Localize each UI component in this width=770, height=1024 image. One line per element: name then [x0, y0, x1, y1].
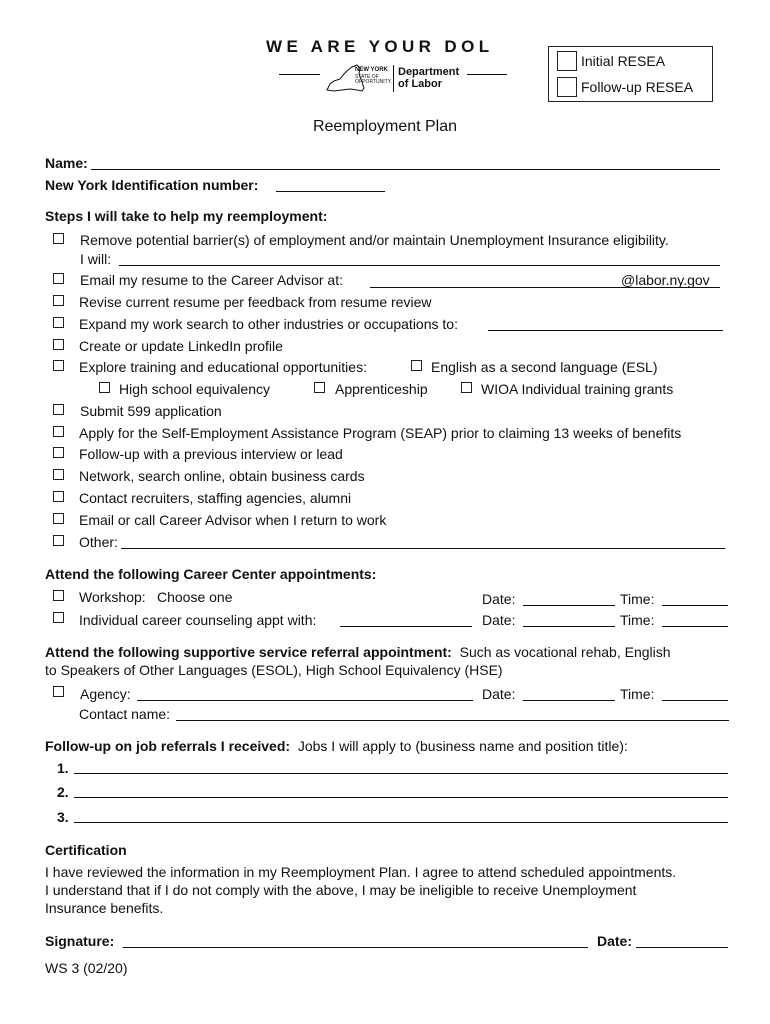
page-title: Reemployment Plan [312, 118, 458, 135]
steps-heading: Steps I will take to help my reemployment: [45, 208, 328, 224]
workshop-checkbox[interactable] [53, 590, 64, 601]
expand-search-label: Expand my work search to other industries or occupations to: [79, 316, 458, 332]
barriers-checkbox[interactable] [53, 233, 64, 244]
dol-slogan: WE ARE YOUR DOL [266, 37, 494, 56]
initial-resea-checkbox[interactable] [557, 51, 577, 71]
jobs-heading: Follow-up on job referrals I received: [45, 738, 291, 754]
contact-recruiters-label: Contact recruiters, staffing agencies, alumni [79, 490, 352, 506]
submit-599-label: Submit 599 application [80, 403, 222, 419]
expand-search-field[interactable] [488, 330, 723, 331]
workshop-time-field[interactable] [662, 605, 728, 606]
esl-label: English as a second language (ESL) [431, 359, 658, 375]
certification-text-line-2: I understand that if I do not comply with the above, I may be ineligible to receive Unemployment [45, 882, 637, 898]
signature-field[interactable] [123, 947, 588, 948]
explore-training-checkbox[interactable] [53, 360, 64, 371]
signature-date-label: Date: [597, 933, 633, 949]
seap-checkbox[interactable] [53, 426, 64, 437]
department-line-2: of Labor [398, 78, 442, 90]
seap-label: Apply for the Self-Employment Assistance Program (SEAP) prior to claiming 13 weeks of benefits [79, 425, 682, 441]
wioa-checkbox[interactable] [461, 382, 472, 393]
other-step-label: Other: [79, 534, 118, 550]
followup-interview-label: Follow-up with a previous interview or lead [79, 446, 343, 462]
return-to-work-checkbox[interactable] [53, 513, 64, 524]
followup-resea-checkbox[interactable] [557, 77, 577, 97]
jobs-heading-instructions: Jobs I will apply to (business name and position title): [297, 738, 628, 754]
logo-divider [393, 65, 394, 92]
workshop-select[interactable]: Choose one [157, 589, 233, 605]
apprenticeship-checkbox[interactable] [314, 382, 325, 393]
counseling-time-label: Time: [620, 612, 655, 628]
network-label: Network, search online, obtain business cards [79, 468, 365, 484]
job-referral-field-2[interactable] [74, 797, 728, 798]
certification-text-line-1: I have reviewed the information in my Reemployment Plan. I agree to attend scheduled appointments. [45, 864, 677, 880]
appointments-heading: Attend the following Career Center appointments: [45, 566, 377, 582]
referral-heading-line [45, 643, 671, 661]
agency-time-field[interactable] [662, 700, 728, 701]
expand-search-checkbox[interactable] [53, 317, 64, 328]
agency-date-label: Date: [482, 686, 516, 702]
wioa-label: WIOA Individual training grants [481, 381, 674, 397]
revise-resume-label: Revise current resume per feedback from resume review [79, 294, 432, 310]
job-referral-field-1[interactable] [74, 773, 728, 774]
ny-id-field[interactable] [276, 191, 385, 192]
workshop-date-field[interactable] [523, 605, 615, 606]
certification-text-line-3: Insurance benefits. [45, 900, 164, 916]
counseling-with-field[interactable] [340, 626, 472, 627]
submit-599-checkbox[interactable] [53, 404, 64, 415]
counseling-label: Individual career counseling appt with: [79, 612, 317, 628]
counseling-checkbox[interactable] [53, 612, 64, 623]
referral-heading: Attend the following supportive service referral appointment: [45, 644, 452, 660]
agency-time-label: Time: [620, 686, 655, 702]
contact-recruiters-checkbox[interactable] [53, 491, 64, 502]
email-resume-label: Email my resume to the Career Advisor at: [80, 272, 343, 288]
hse-checkbox[interactable] [99, 382, 110, 393]
contact-name-field[interactable] [176, 720, 729, 721]
linkedin-label: Create or update LinkedIn profile [79, 338, 283, 354]
referral-heading-line-2: to Speakers of Other Languages (ESOL), High School Equivalency (HSE) [45, 662, 503, 678]
contact-name-label: Contact name: [79, 706, 171, 722]
counseling-date-label: Date: [482, 612, 516, 628]
ny-seal-line-1: NEW YORK [355, 67, 388, 73]
job-referral-number-2: 2. [57, 784, 69, 800]
esl-checkbox[interactable] [411, 360, 422, 371]
ny-state-logo [324, 62, 392, 94]
referral-heading-examples: Such as vocational rehab, English [459, 644, 671, 660]
explore-training-label: Explore training and educational opportunities: [79, 359, 367, 375]
signature-label: Signature: [45, 933, 115, 949]
ny-seal-line-3: OPPORTUNITY. [355, 79, 392, 85]
counseling-time-field[interactable] [662, 626, 728, 627]
email-domain: @labor.ny.gov [621, 272, 710, 288]
apprenticeship-label: Apprenticeship [335, 381, 428, 397]
job-referral-number-1: 1. [57, 760, 69, 776]
job-referral-number-3: 3. [57, 809, 69, 825]
other-step-field[interactable] [121, 548, 725, 549]
ny-seal-line-2: STATE OF [355, 74, 379, 80]
name-field[interactable] [91, 169, 720, 170]
agency-date-field[interactable] [523, 700, 615, 701]
other-step-checkbox[interactable] [53, 535, 64, 546]
form-id: WS 3 (02/20) [45, 960, 128, 976]
agency-field[interactable] [137, 700, 473, 701]
return-to-work-label: Email or call Career Advisor when I return to work [79, 512, 387, 528]
workshop-label: Workshop: [79, 589, 146, 605]
linkedin-checkbox[interactable] [53, 339, 64, 350]
workshop-time-label: Time: [620, 591, 655, 607]
ny-id-label: New York Identification number: [45, 177, 259, 193]
certification-heading: Certification [45, 842, 127, 858]
workshop-date-label: Date: [482, 591, 516, 607]
revise-resume-checkbox[interactable] [53, 295, 64, 306]
email-resume-checkbox[interactable] [53, 273, 64, 284]
header-rule-left [279, 74, 320, 75]
name-label: Name: [45, 155, 88, 171]
header-rule-right [467, 74, 507, 75]
agency-label: Agency: [80, 686, 131, 702]
counseling-date-field[interactable] [523, 626, 615, 627]
department-name [398, 66, 459, 90]
followup-resea-label: Follow-up RESEA [581, 79, 694, 95]
department-line-1: Department [398, 66, 460, 78]
job-referral-field-3[interactable] [74, 822, 728, 823]
barriers-label: Remove potential barrier(s) of employment and/or maintain Unemployment Insurance eligibility. [80, 232, 669, 248]
initial-resea-label: Initial RESEA [581, 53, 666, 69]
barriers-will-field[interactable] [119, 265, 720, 266]
signature-date-field[interactable] [636, 947, 728, 948]
barriers-will-label: I will: [80, 251, 112, 267]
network-checkbox[interactable] [53, 469, 64, 480]
followup-interview-checkbox[interactable] [53, 447, 64, 458]
hse-label: High school equivalency [119, 381, 270, 397]
jobs-heading-line [45, 737, 628, 755]
agency-checkbox[interactable] [53, 686, 64, 697]
